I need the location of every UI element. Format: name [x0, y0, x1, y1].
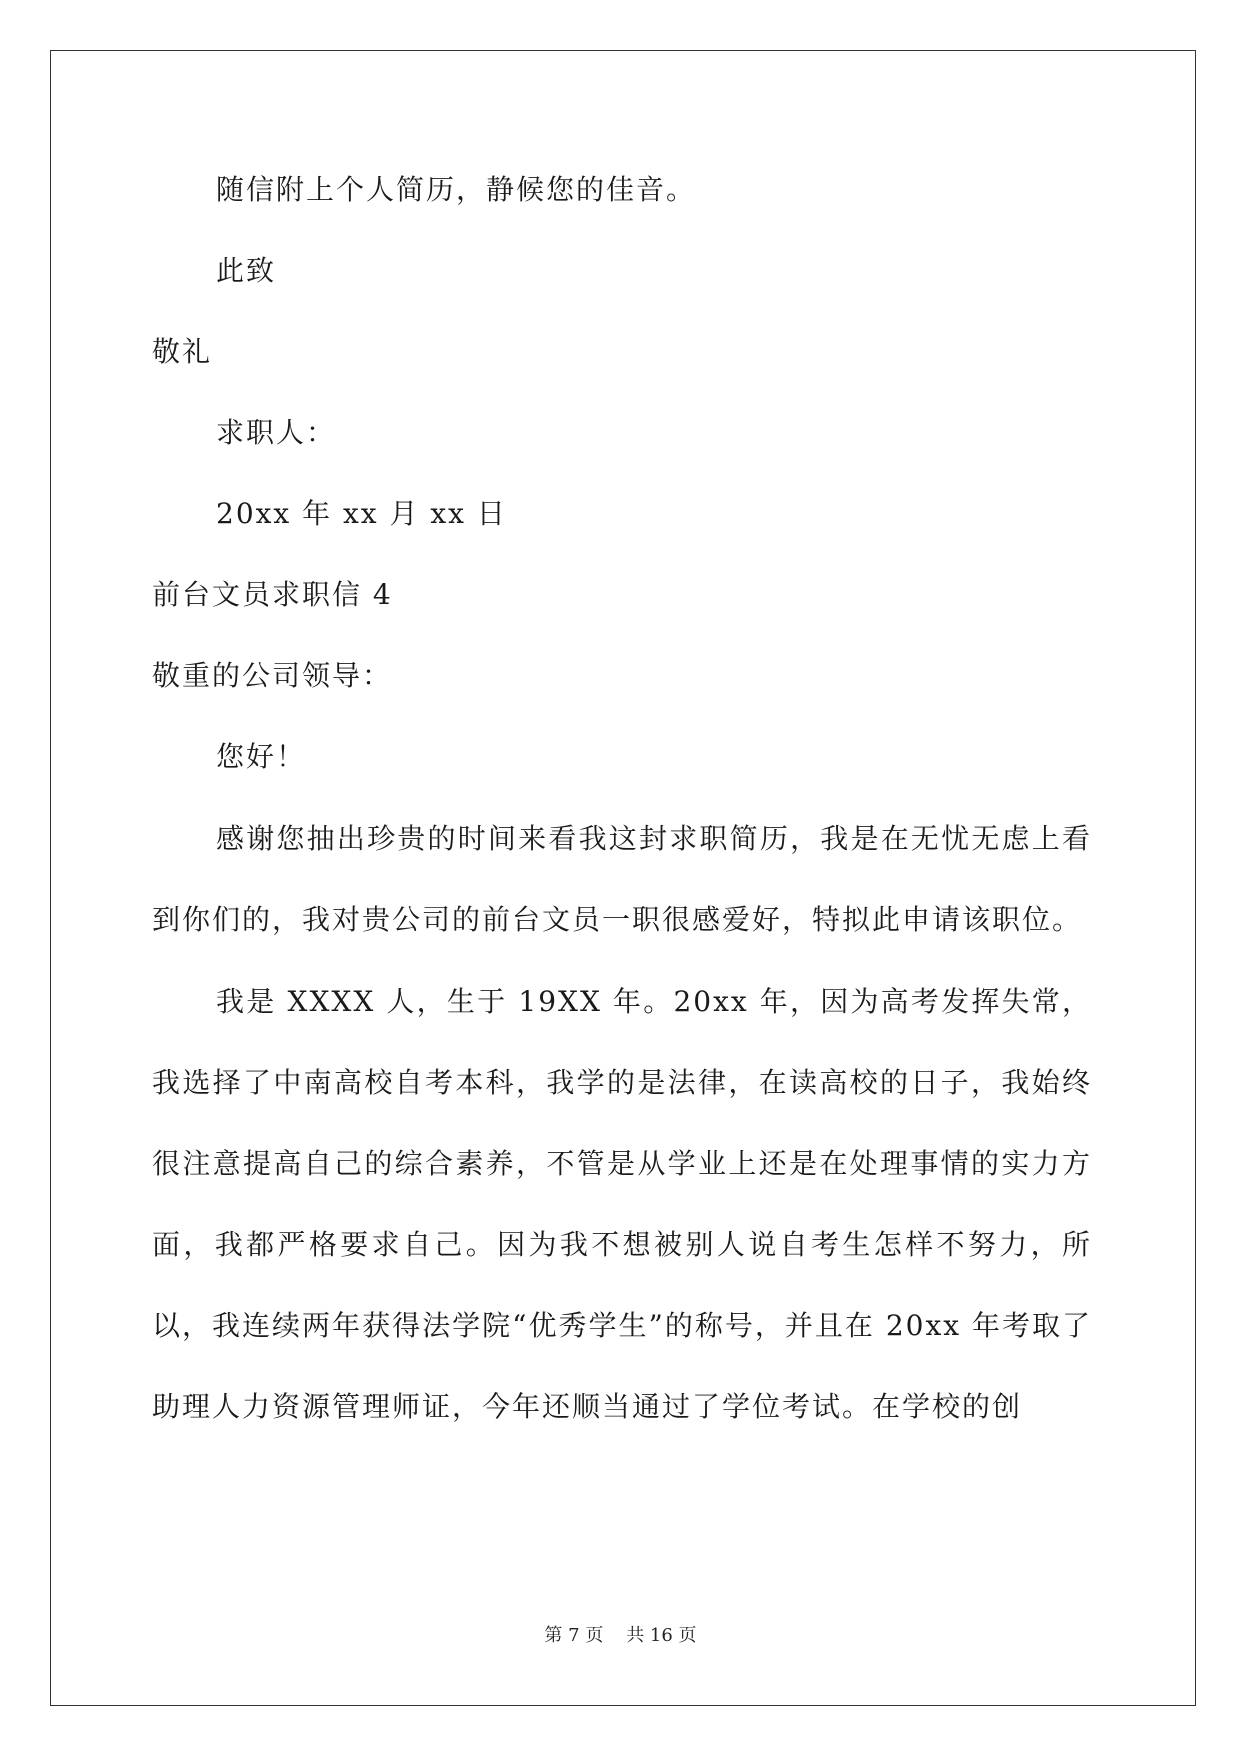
date-line: 20xx 年 xx 月 xx 日 — [216, 497, 507, 530]
salutation-ci-zhi: 此致 — [216, 254, 277, 287]
greeting-recipient: 敬重的公司领导： — [152, 659, 393, 692]
letter-title: 前台文员求职信 4 — [152, 578, 393, 611]
salutation-jing-li: 敬礼 — [152, 335, 213, 368]
greeting-hello: 您好！ — [216, 740, 307, 773]
paragraph-intro: 感谢您抽出珍贵的时间来看我这封求职简历，我是在无忧无虑上看到你们的，我对贵公司的前台文员一职很感爱好，特拟此申请该职位。 — [152, 822, 1092, 936]
document-body — [152, 170, 1092, 1468]
page-footer — [0, 1624, 1241, 1648]
applicant-label: 求职人： — [216, 416, 337, 449]
paragraph-background: 我是 XXXX 人，生于 19XX 年。20xx 年，因为高考发挥失常，我选择了中南高校自考本科，我学的是法律，在读高校的日子，我始终很注意提高自己的综合素养，不管是从学业上还是在处理事情的实力方面，我都严格要求自己。因为我不想被别人说自考生怎样不努力，所以，我连续两年获得法学院“优秀学生”的称号，并且在 20xx 年考取了助理人力资源管理师证，今年还顺当通过了学位考试。在学校的创 — [152, 985, 1092, 1423]
closing-line: 随信附上个人简历，静候您的佳音。 — [216, 173, 697, 206]
page-number: 第 7 页 共 16 页 — [544, 1625, 697, 1646]
